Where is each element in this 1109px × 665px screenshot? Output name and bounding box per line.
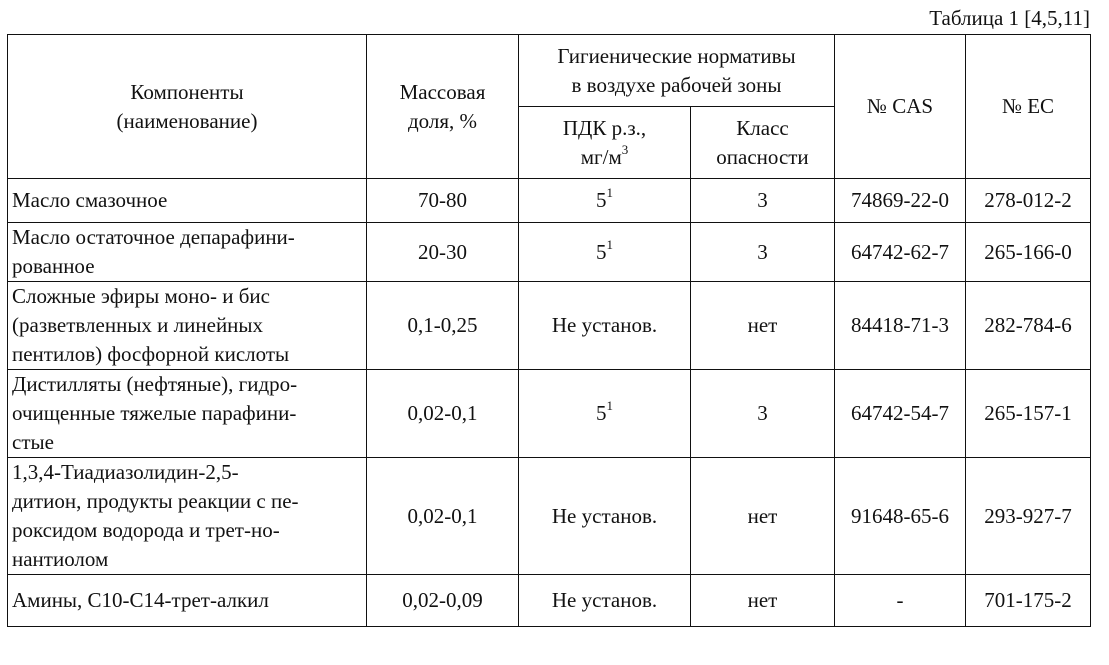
hazard-class-cell: 3 — [691, 370, 835, 458]
component-name-cell — [8, 458, 367, 575]
pdk-value: Не установ. — [551, 313, 658, 337]
component-name-line: нантиолом — [12, 547, 109, 571]
header-hygiene-norms: Гигиенические нормативы в воздухе рабочей зоны — [519, 35, 835, 107]
component-name-line: роксидом водорода и трет-но- — [12, 518, 280, 542]
hazard-class-cell: нет — [691, 575, 835, 627]
table-row — [8, 179, 1091, 223]
component-name-cell — [8, 370, 367, 458]
hazard-class-cell: 3 — [691, 179, 835, 223]
pdk-value: 5 — [596, 239, 607, 264]
pdk-cell — [519, 179, 691, 223]
header-pdk: ПДК р.з., $мг/м^3$ — [519, 107, 691, 179]
component-name-line: Сложные эфиры моно- и бис — [12, 284, 270, 308]
component-name-line: Масло смазочное — [12, 188, 168, 212]
component-name-line: 1,3,4-Тиадиазолидин-2,5- — [12, 460, 239, 484]
header-mass-fraction: Массовая доля, % — [367, 35, 519, 179]
pdk-value: 5 — [596, 188, 607, 212]
pdk-footnote-mark: 1 — [606, 185, 613, 200]
ec-number-cell: 293-927-7 — [966, 458, 1091, 575]
mass-fraction-cell: 0,02-0,1 — [367, 370, 519, 458]
component-name-line: Амины, С10-С14-трет-алкил — [12, 588, 269, 612]
pdk-cell — [519, 458, 691, 575]
ec-number-cell: 278-012-2 — [966, 179, 1091, 223]
ec-number-cell: 265-166-0 — [966, 223, 1091, 282]
pdk-footnote-mark: 1 — [606, 236, 613, 252]
components-table — [7, 34, 1091, 627]
table-row — [8, 370, 1091, 458]
component-name-line: Масло остаточное депарафини- — [12, 225, 295, 249]
component-name-cell — [8, 223, 367, 282]
header-components: Компоненты (наименование) — [8, 35, 367, 179]
component-name-cell — [8, 575, 367, 627]
ec-number-cell: 265-157-1 — [966, 370, 1091, 458]
component-name-line: очищенные тяжелые парафини- — [12, 401, 297, 425]
table-caption: Таблица 1 [4,5,11] — [929, 6, 1090, 30]
hazard-class-cell: 3 — [691, 223, 835, 282]
pdk-value: Не установ. — [551, 503, 658, 528]
ec-number-cell: 282-784-6 — [966, 282, 1091, 370]
hazard-class-cell: нет — [691, 282, 835, 370]
mass-fraction-cell: 0,02-0,09 — [367, 575, 519, 627]
cas-number-cell: 64742-54-7 — [835, 370, 966, 458]
mass-fraction-cell: 70-80 — [367, 179, 519, 223]
pdk-cell — [519, 223, 691, 282]
pdk-value: 5 — [596, 401, 607, 425]
header-hazard-class: Класс опасности — [691, 107, 835, 179]
mass-fraction-cell: 0,1-0,25 — [367, 282, 519, 370]
header-ec: № ЕС — [966, 35, 1091, 179]
component-name-line: (разветвленных и линейных — [12, 313, 264, 337]
component-name-cell — [8, 179, 367, 223]
component-name-line: стые — [12, 430, 54, 454]
ec-number-cell: 701-175-2 — [966, 575, 1091, 627]
table-row — [8, 223, 1091, 282]
cas-number-cell: - — [835, 575, 966, 627]
table-row — [8, 458, 1091, 575]
cas-number-cell: 74869-22-0 — [835, 179, 966, 223]
table-row — [8, 282, 1091, 370]
component-name-cell — [8, 282, 367, 370]
pdk-cell — [519, 370, 691, 458]
cas-number-cell: 91648-65-6 — [835, 458, 966, 575]
component-name-line: пентилов) фосфорной кислоты — [12, 342, 290, 366]
cas-number-cell: 64742-62-7 — [835, 223, 966, 282]
hazard-class-cell: нет — [691, 458, 835, 575]
table-row — [8, 575, 1091, 627]
pdk-value: Не установ. — [551, 588, 658, 612]
header-cas: № CAS — [835, 35, 966, 179]
component-name-line: дитион, продукты реакции с пе- — [12, 489, 299, 513]
mass-fraction-cell: 20-30 — [367, 223, 519, 282]
component-name-line: рованное — [12, 254, 95, 278]
mass-fraction-cell: 0,02-0,1 — [367, 458, 519, 575]
pdk-cell — [519, 575, 691, 627]
pdk-footnote-mark: 1 — [606, 398, 613, 413]
cas-number-cell: 84418-71-3 — [835, 282, 966, 370]
pdk-cell — [519, 282, 691, 370]
component-name-line: Дистилляты (нефтяные), гидро- — [12, 372, 298, 396]
